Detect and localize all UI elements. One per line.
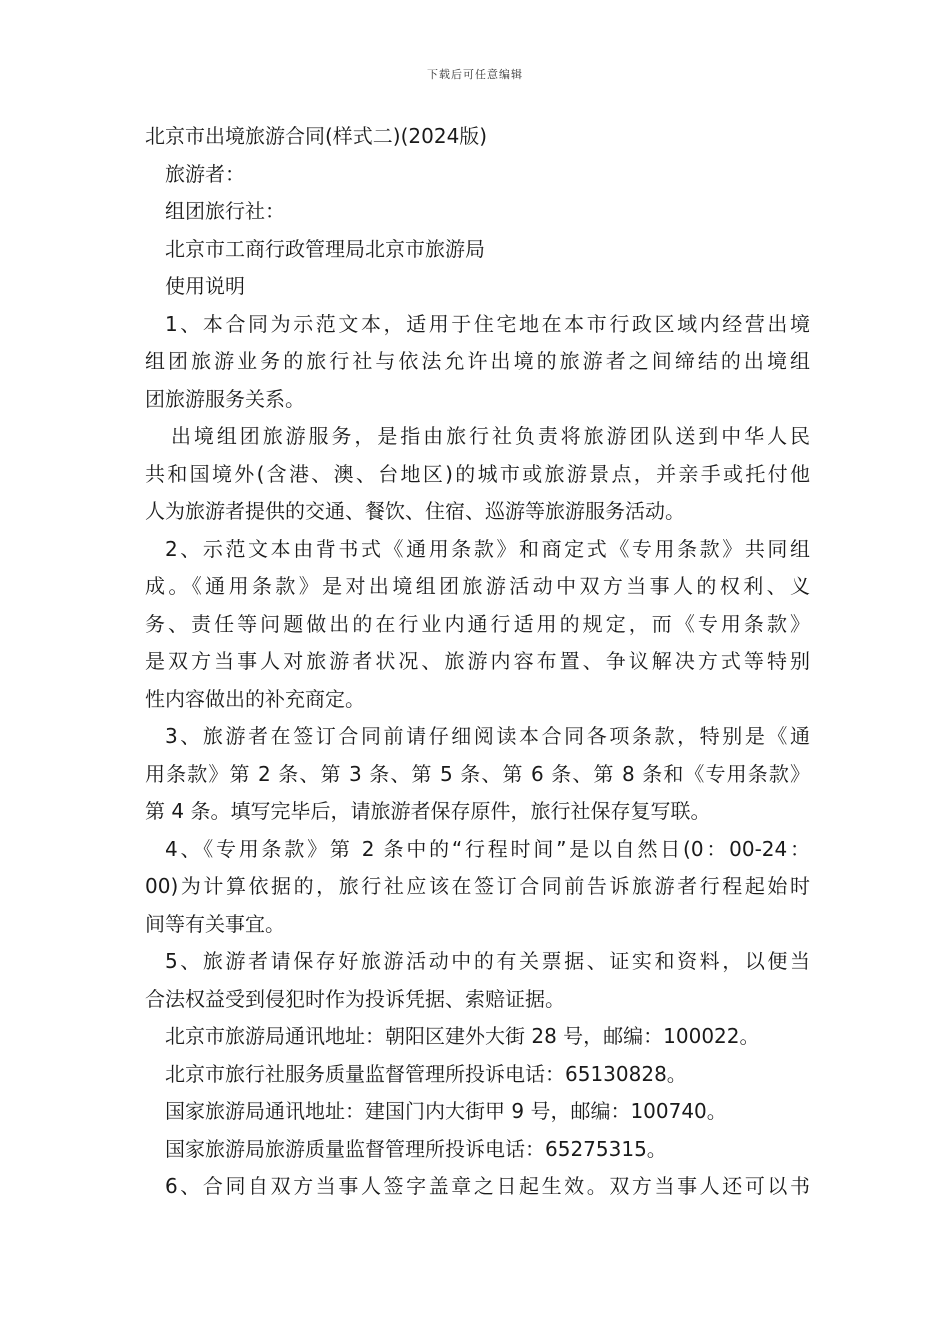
agency-label: 组团旅行社： xyxy=(165,199,285,223)
paragraph-line: 出境组团旅游服务，是指由旅行社负责将旅游团队送到中华人民 xyxy=(171,424,810,448)
paragraph-line: 性内容做出的补充商定。 xyxy=(145,686,365,711)
paragraph-line: 组团旅游业务的旅行社与依法允许出境的旅游者之间缔结的出境组 xyxy=(145,349,810,373)
paragraph-line: 用条款》第 2 条、第 3 条、第 5 条、第 6 条、第 8 条和《专用条款》 xyxy=(145,761,810,786)
paragraph-line: 5、旅游者请保存好旅游活动中的有关票据、证实和资料，以便当 xyxy=(165,949,810,973)
paragraph-7 xyxy=(145,1168,810,1206)
contact-line-national-bureau-address: 国家旅游局通讯地址：建国门内大街甲 9 号，邮编：100740。 xyxy=(165,1099,727,1123)
contact-line-agency-complaint-phone: 北京市旅行社服务质量监督管理所投诉电话：65130828。 xyxy=(165,1061,687,1086)
paragraph-line: 团旅游服务关系。 xyxy=(145,386,305,411)
paragraph-line: 1、本合同为示范文本，适用于住宅地在本市行政区域内经营出境 xyxy=(165,311,810,336)
paragraph-line: 3、旅游者在签订合同前请仔细阅读本合同各项条款，特别是《通 xyxy=(165,724,810,748)
document-title: 北京市出境旅游合同(样式二)(2024版) xyxy=(145,124,488,148)
paragraph-line: 00)为计算依据的，旅行社应该在签订合同前告诉旅游者行程起始时 xyxy=(145,874,810,898)
paragraph-line: 合法权益受到侵犯时作为投诉凭据、索赔证据。 xyxy=(145,986,565,1011)
paragraph-line: 4、《专用条款》第 2 条中的“行程时间”是以自然日(0：00-24： xyxy=(165,836,810,861)
paragraph-line: 是双方当事人对旅游者状况、旅游内容布置、争议解决方式等特别 xyxy=(145,649,810,673)
paragraph-line: 2、示范文本由背书式《通用条款》和商定式《专用条款》共同组 xyxy=(165,536,810,561)
paragraph-2 xyxy=(145,418,810,531)
paragraph-1 xyxy=(145,306,810,419)
paragraph-line: 共和国境外(含港、澳、台地区)的城市或旅游景点，并亲手或托付他 xyxy=(145,461,810,486)
paragraph-line: 6、合同自双方当事人签字盖章之日起生效。双方当事人还可以书 xyxy=(165,1174,810,1198)
paragraph-line: 务、责任等问题做出的在行业内通行适用的规定，而《专用条款》 xyxy=(145,611,810,636)
issuer-line: 北京市工商行政管理局北京市旅游局 xyxy=(165,236,485,261)
contact-line-national-complaint-phone: 国家旅游局旅游质量监督管理所投诉电话：65275315。 xyxy=(165,1136,667,1161)
paragraph-6 xyxy=(145,943,810,1018)
paragraph-line: 人为旅游者提供的交通、餐饮、住宿、巡游等旅游服务活动。 xyxy=(145,499,685,523)
document-body xyxy=(145,118,810,1206)
instructions-heading: 使用说明 xyxy=(165,274,245,298)
tourist-label: 旅游者： xyxy=(165,161,245,186)
paragraph-5 xyxy=(145,831,810,944)
paragraph-line: 成。《通用条款》是对出境组团旅游活动中双方当事人的权利、义 xyxy=(145,574,810,598)
paragraph-3 xyxy=(145,531,810,719)
paragraph-line: 第 4 条。填写完毕后，请旅游者保存原件，旅行社保存复写联。 xyxy=(145,799,711,823)
paragraph-4 xyxy=(145,718,810,831)
contact-line-tourism-bureau-address: 北京市旅游局通讯地址：朝阳区建外大街 28 号，邮编：100022。 xyxy=(165,1024,760,1048)
header-note: 下载后可任意编辑 xyxy=(427,68,523,81)
paragraph-line: 间等有关事宜。 xyxy=(145,911,285,936)
